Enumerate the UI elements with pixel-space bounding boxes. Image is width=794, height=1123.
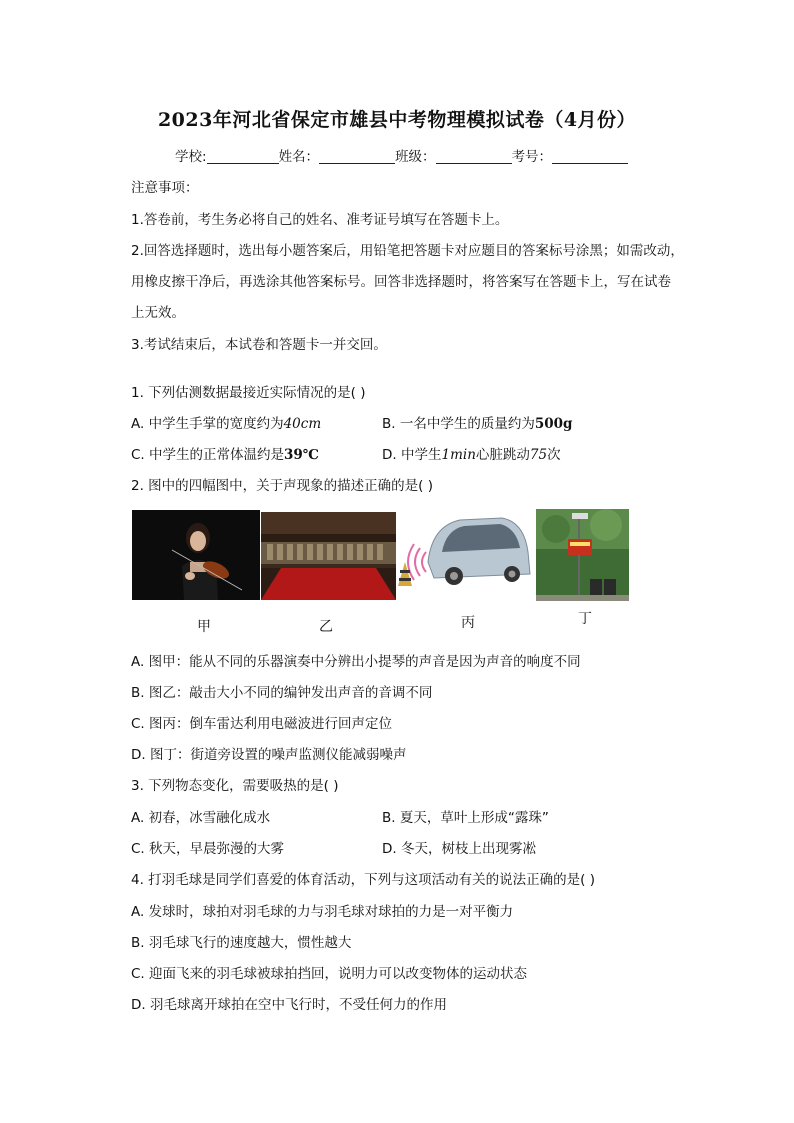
name-blank[interactable] [319,149,395,164]
q1-stem: 1. 下列估测数据最接近实际情况的是( ) [131,385,366,401]
name-label: 姓名： [278,149,320,165]
caption-jia: 甲 [197,619,211,635]
q1-option-d-text-3: 次 [547,447,561,463]
notice-heading: 注意事项： [131,180,199,196]
q1-option-d [382,443,561,463]
school-blank[interactable] [207,149,279,164]
caption-yi: 乙 [319,619,333,635]
q3-option-a: A. 初春，冰雪融化成水 [131,810,271,826]
q2-option-c: C. 图丙：倒车雷达利用电磁波进行回声定位 [131,716,393,732]
notice-item-2-line-2: 用橡皮擦干净后，再选涂其他答案标号。回答非选择题时，将答案写在答题卡上，写在试卷 [131,274,671,290]
student-info-line [175,145,628,165]
school-label: 学校: [175,149,207,165]
q2-option-d: D. 图丁：街道旁设置的噪声监测仪能减弱噪声 [131,747,407,763]
q4-option-c: C. 迎面飞来的羽毛球被球拍挡回，说明力可以改变物体的运动状态 [131,966,528,982]
q3-option-b: B. 夏天，草叶上形成“露珠” [382,810,549,826]
q1-option-a-text: A. 中学生手掌的宽度约为 [131,416,284,432]
q1-option-a [131,412,321,432]
exam-no-label: 考号： [511,149,553,165]
q1-option-c-text: C. 中学生的正常体温约是 [131,447,285,463]
violinist-image [132,510,260,600]
class-blank[interactable] [436,149,512,164]
q1-option-c-value: 39℃ [284,447,319,463]
q1-option-d-text-2: 心脏跳动 [475,447,530,463]
q1-option-a-value: 40cm [283,416,322,432]
q1-option-d-value-2: 75 [529,447,548,463]
q2-option-a: A. 图甲：能从不同的乐器演奏中分辨出小提琴的声音是因为声音的响度不同 [131,654,581,670]
q1-option-b-text: B. 一名中学生的质量约为 [382,416,535,432]
q1-option-c [131,443,319,463]
q4-option-a: A. 发球时，球拍对羽毛球的力与羽毛球对球拍的力是一对平衡力 [131,904,514,920]
q2-option-b: B. 图乙：敲击大小不同的编钟发出声音的音调不同 [131,685,433,701]
page-title: 2023年河北省保定市雄县中考物理模拟试卷（4月份） [157,109,637,131]
bianzhong-hall-image [261,512,396,600]
notice-item-2-line-1: 2.回答选择题时，选出每小题答案后，用铅笔把答题卡对应题目的答案标号涂黑；如需改动， [131,243,684,259]
q3-stem: 3. 下列物态变化，需要吸热的是( ) [131,778,339,794]
q4-option-b: B. 羽毛球飞行的速度越大，惯性越大 [131,935,352,951]
q1-option-b-value: 500g [534,416,573,432]
q3-option-d: D. 冬天，树枝上出现雾凇 [382,841,536,857]
notice-item-2-line-3: 上无效。 [131,305,185,321]
notice-item-1: 1.答卷前，考生务必将自己的姓名、准考证号填写在答题卡上。 [131,212,509,228]
q2-stem: 2. 图中的四幅图中，关于声现象的描述正确的是( ) [131,478,433,494]
q1-option-d-text-1: D. 中学生 [382,447,442,463]
caption-bing: 丙 [461,615,475,631]
car-radar-image [398,512,532,592]
noise-monitor-image [536,509,629,601]
notice-item-3: 3.考试结束后，本试卷和答题卡一并交回。 [131,337,387,353]
caption-ding: 丁 [578,611,592,627]
exam-no-blank[interactable] [552,149,628,164]
class-label: 班级： [395,149,436,165]
q4-stem: 4. 打羽毛球是同学们喜爱的体育活动，下列与这项活动有关的说法正确的是( ) [131,872,595,888]
q4-option-d: D. 羽毛球离开球拍在空中飞行时，不受任何力的作用 [131,997,447,1013]
q3-option-c: C. 秋天，早晨弥漫的大雾 [131,841,285,857]
q1-option-b [382,412,572,432]
q1-option-d-value-1: 1min [441,447,476,463]
